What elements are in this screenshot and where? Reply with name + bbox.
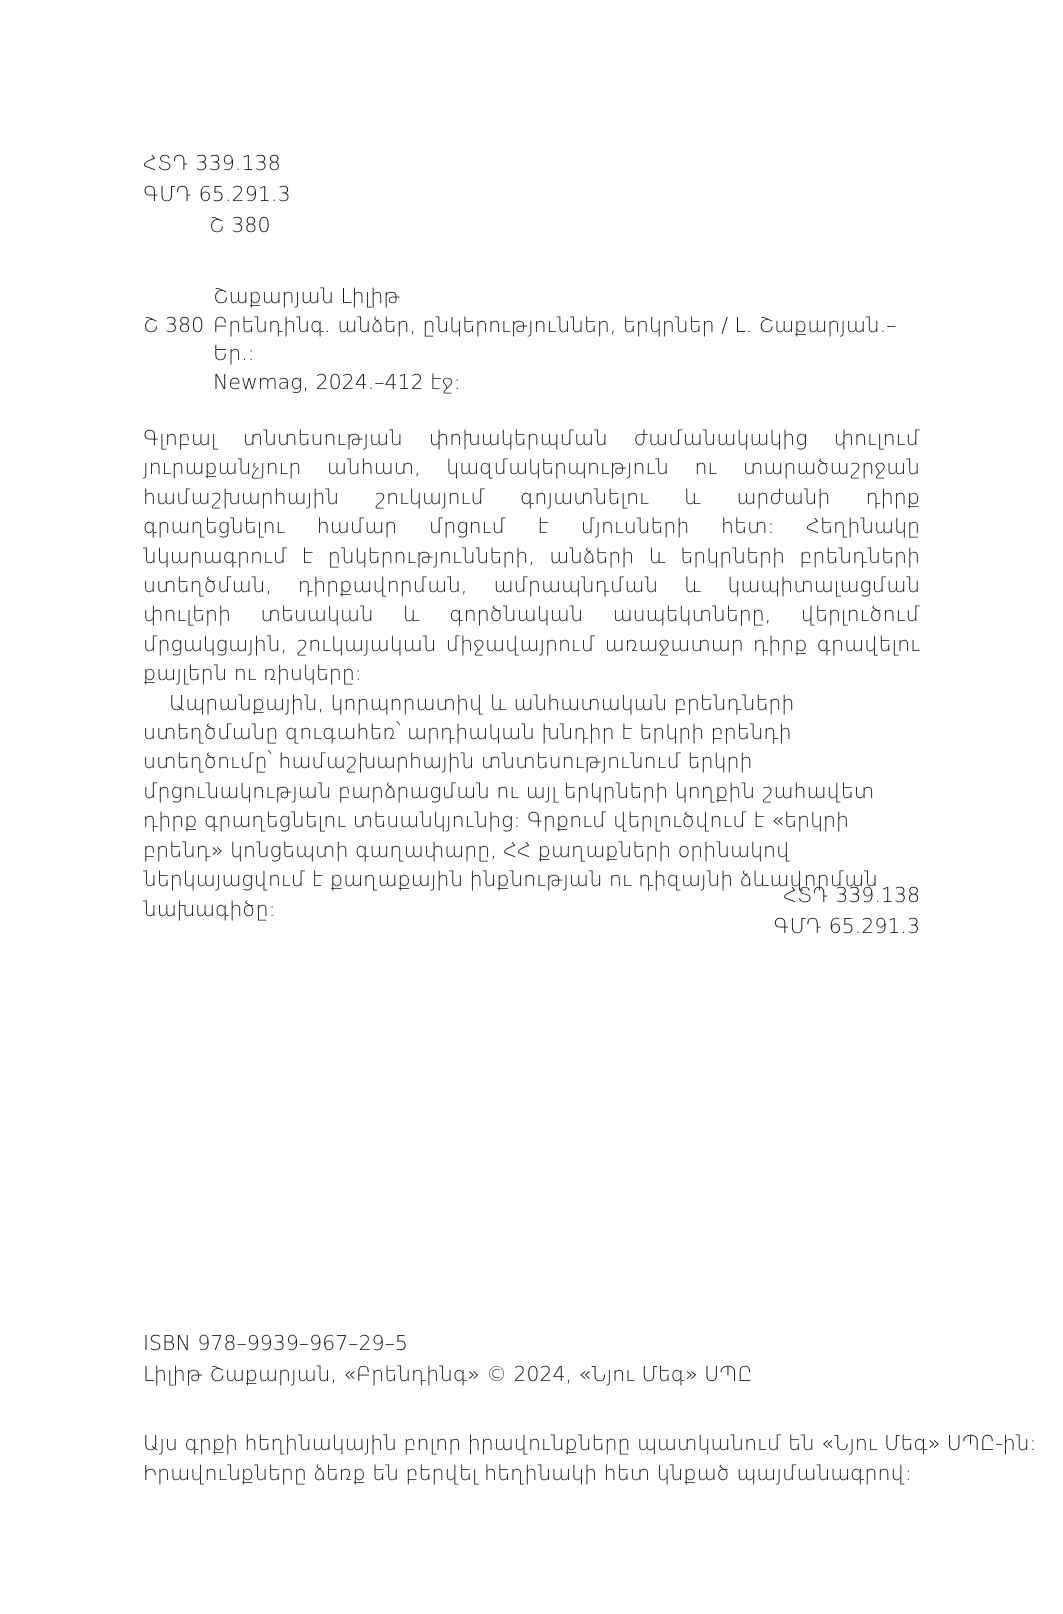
udc-code: ՀՏԴ 339.138 [143, 151, 281, 175]
imprint-block [143, 1328, 943, 1390]
record-description [213, 311, 923, 397]
classification-codes-block [143, 148, 291, 241]
record-author: Շաքարյան Լիլիթ [213, 284, 401, 308]
annotation-paragraph-1: Գլոբալ տնտեսության փոխակերպման ժամանակակից փուլում յուրաքանչյուր անհատ, կազմակերպություն ու տարածաշրջան համաշխարհային շուկայում գոյատնելու և արժանի դիրք գրաղեցնելու համար մրցում է մյուսների հետ: Հեղինակը նկարագրում է ընկերությունների, անձերի և երկրների բրենդների ստեղծման, դիրքավորման, ամրապնդման և կապիտալացման փուլերի տեսական և գործնական ասպեկտները, վերլուծում մրցակցային, շուկայական միջավայրում առաջատար դիրք գրավելու քայլերն ու ռիսկերը: [143, 426, 920, 686]
udc-code-repeat: ՀՏԴ 339.138 [783, 883, 920, 907]
rights-statement [143, 1429, 1037, 1488]
record-body [143, 311, 923, 397]
author-sign-code: Շ 380 [209, 213, 271, 237]
annotation-text [143, 424, 920, 924]
bbk-code: ԳՄԴ 65.291.3 [143, 182, 291, 206]
annotation-paragraph-2: Ապրանքային, կորպորատիվ և անհատական բրենդների ստեղծմանը զուգահեռ՝ արդիական խնդիր է երկրի բրենդի ստեղծումը՝ համաշխարհային տնտեսությունում երկրի մրցունակության բարձրացման ու այլ երկրների կողքին շահավետ դիրք գրաղեցնելու տեսանկյունից: Գրքում վերլուծվում է «երկրի բրենդ» կոնցեպտի գաղափարը, ՀՀ քաղաքների օրինակով ներկայացվում է քաղաքային ինքնության ու դիզայնի ձևավորման նախագիծը: [143, 690, 878, 921]
copyright-notice: Լիլիթ Շաքարյան, «Բրենդինգ» © 2024, «Նյու Մեգ» ՍՊԸ [143, 1362, 753, 1386]
record-description-line-2: Newmag, 2024.–412 էջ: [213, 369, 461, 394]
record-description-line-1: Բրենդինգ. անձեր, ընկերություններ, երկրներ / Լ. Շաքարյան.– Եր.: [213, 312, 897, 365]
classification-codes-repeat [773, 880, 920, 942]
isbn: ISBN 978–9939–967–29–5 [143, 1331, 408, 1355]
rights-line-1: Այս գրքի հեղինակային բոլոր իրավունքները պատկանում են «Նյու Մեգ» ՍՊԸ-ին: [143, 1431, 1037, 1455]
record-signature: Շ 380 [143, 312, 205, 337]
bibliographic-record [143, 282, 923, 396]
rights-line-2: Իրավունքները ձեռք են բերվել հեղինակի հետ կնքած պայմանագրով: [143, 1460, 912, 1485]
bbk-code-repeat: ԳՄԴ 65.291.3 [773, 914, 920, 938]
